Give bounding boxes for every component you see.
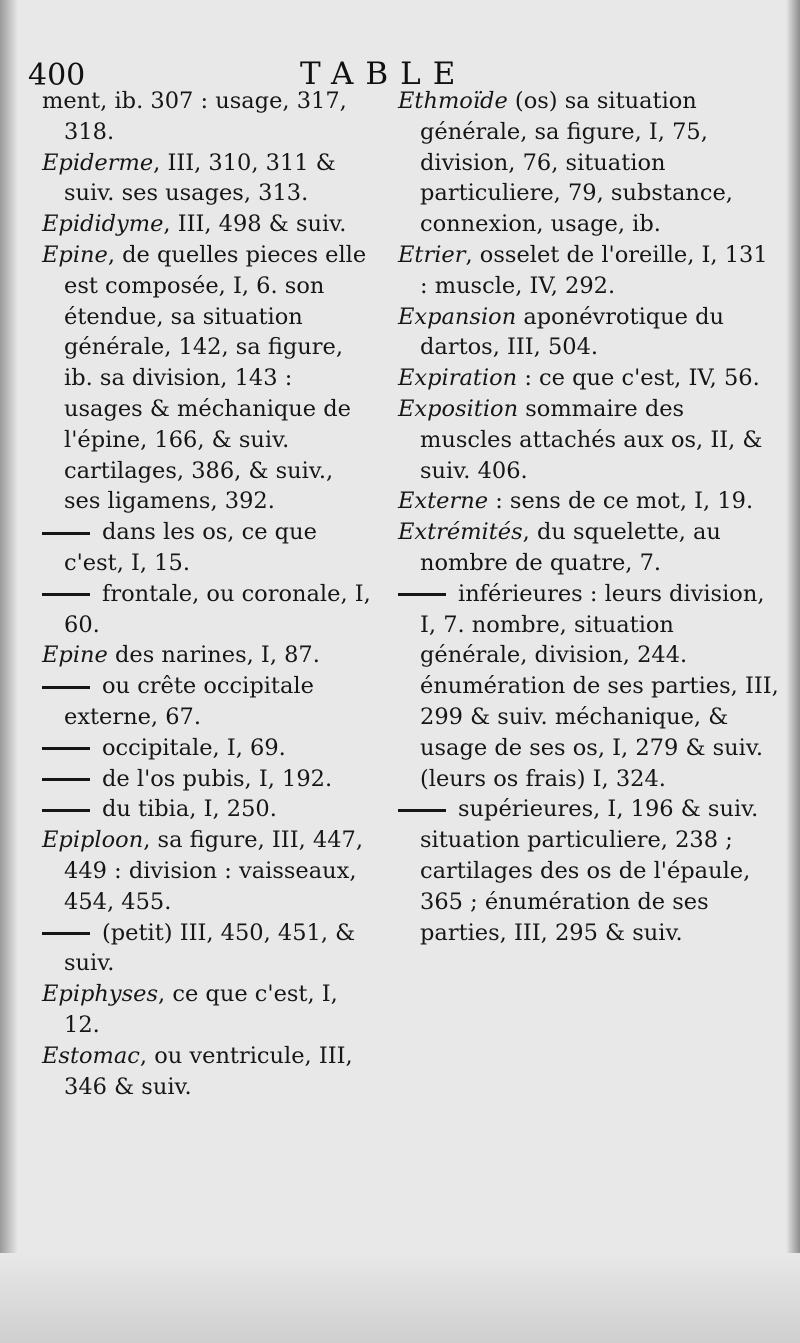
ditto-dash xyxy=(42,932,90,935)
ditto-dash xyxy=(42,809,90,812)
entry-text: du tibia, I, 250. xyxy=(102,796,277,823)
index-entry xyxy=(42,979,372,1041)
ditto-dash xyxy=(42,778,90,781)
index-entry xyxy=(42,671,372,733)
entry-text: des narines, I, 87. xyxy=(107,642,320,669)
index-entry xyxy=(398,240,782,302)
index-entry xyxy=(42,517,372,579)
entry-headword: Epiphyses xyxy=(42,981,159,1008)
entry-headword: Estomac xyxy=(42,1042,140,1069)
ditto-dash xyxy=(42,532,90,535)
index-entry xyxy=(42,764,372,795)
index-entry xyxy=(398,86,782,240)
entry-headword: Epine xyxy=(42,241,108,268)
entry-headword: Externe xyxy=(398,488,489,515)
index-entry xyxy=(42,1041,372,1103)
entry-text: frontale, ou coronale, I, 60. xyxy=(64,580,371,638)
index-entry xyxy=(398,486,782,517)
entry-text: (petit) III, 450, 451, & suiv. xyxy=(64,919,356,977)
entry-text: , du squelette, au nombre de quatre, 7. xyxy=(420,519,721,576)
ditto-dash xyxy=(398,593,446,596)
entry-headword: Etrier xyxy=(398,241,466,268)
ditto-dash xyxy=(42,747,90,750)
index-entry xyxy=(42,733,372,764)
index-entry xyxy=(398,394,782,486)
entry-headword: Ethmoïde xyxy=(398,88,508,114)
index-column-left xyxy=(42,86,372,1102)
running-title: TABLE xyxy=(300,56,468,92)
index-entry xyxy=(42,825,372,917)
entry-text: occipitale, I, 69. xyxy=(102,734,286,761)
index-entry xyxy=(42,86,372,148)
page-number: 400 xyxy=(28,58,86,93)
entry-headword: Epididyme xyxy=(42,211,164,238)
entry-headword: Epiploon xyxy=(42,827,144,854)
page-gutter-shadow xyxy=(0,0,18,1343)
page-bottom-shadow xyxy=(0,1253,800,1343)
entry-text: , ce que c'est, I, 12. xyxy=(64,981,338,1038)
entry-text: , de quelles pieces elle est composée, I, 6. son étendue, sa situation générale, 142, sa figure, ib. sa division, 143 : usages & méchanique de l'épine, 166, & suiv. cartilages, 386, & suiv., ses ligamens, 392. xyxy=(64,241,367,515)
index-entry xyxy=(42,148,372,210)
index-entry xyxy=(398,363,782,394)
index-entry xyxy=(42,209,372,240)
entry-headword: Expansion xyxy=(398,303,517,330)
index-entry xyxy=(398,517,782,579)
entry-headword: Extrémités xyxy=(398,519,523,546)
index-entry xyxy=(42,640,372,671)
index-entry xyxy=(42,794,372,825)
entry-text: , sa figure, III, 447, 449 : division : vaisseaux, 454, 455. xyxy=(64,827,363,915)
entry-text: ment, ib. 307 : usage, 317, 318. xyxy=(42,88,347,145)
entry-text: , III, 498 & suiv. xyxy=(163,211,347,238)
entry-text: : ce que c'est, IV, 56. xyxy=(517,365,760,392)
entry-headword: Exposition xyxy=(398,395,519,422)
index-entry xyxy=(398,302,782,364)
entry-text: ou crête occipitale externe, 67. xyxy=(64,673,314,730)
index-entry xyxy=(398,579,782,795)
page-edge-shadow xyxy=(786,0,800,1343)
entry-headword: Epine xyxy=(42,642,108,669)
ditto-dash xyxy=(42,686,90,689)
entry-headword: Expiration xyxy=(398,365,518,392)
ditto-dash xyxy=(398,809,446,812)
index-entry xyxy=(42,918,372,980)
entry-text: (os) sa situation générale, sa figure, I, 75, division, 76, situation particuliere, 79, substance, connexion, usage, ib. xyxy=(420,88,733,238)
index-entry xyxy=(42,240,372,517)
entry-text: sommaire des muscles attachés aux os, II, & suiv. 406. xyxy=(420,395,763,484)
entry-headword: Epiderme xyxy=(42,149,154,176)
entry-text: , ou ventricule, III, 346 & suiv. xyxy=(64,1042,353,1100)
entry-text: , osselet de l'oreille, I, 131 : muscle, IV, 292. xyxy=(420,241,768,299)
index-column-right xyxy=(398,86,782,948)
entry-text: de l'os pubis, I, 192. xyxy=(102,765,333,792)
index-entry xyxy=(398,794,782,948)
entry-text: , III, 310, 311 & suiv. ses usages, 313. xyxy=(64,149,336,207)
entry-text: : sens de ce mot, I, 19. xyxy=(488,488,754,515)
ditto-dash xyxy=(42,593,90,596)
entry-text: inférieures : leurs division, I, 7. nombre, situation générale, division, 244. énumération de ses parties, III, 299 & suiv. méchanique, & usage de ses os, I, 279 & suiv. (leurs os frais) I, 324. xyxy=(420,580,779,792)
entry-text: dans les os, ce que c'est, I, 15. xyxy=(64,519,317,576)
entry-text: supérieures, I, 196 & suiv. situation particuliere, 238 ; cartilages des os de l'épaule, 365 ; énumération de ses parties, III, 295 & suiv. xyxy=(420,796,759,946)
index-entry xyxy=(42,579,372,641)
entry-text: aponévrotique du dartos, III, 504. xyxy=(420,303,725,361)
